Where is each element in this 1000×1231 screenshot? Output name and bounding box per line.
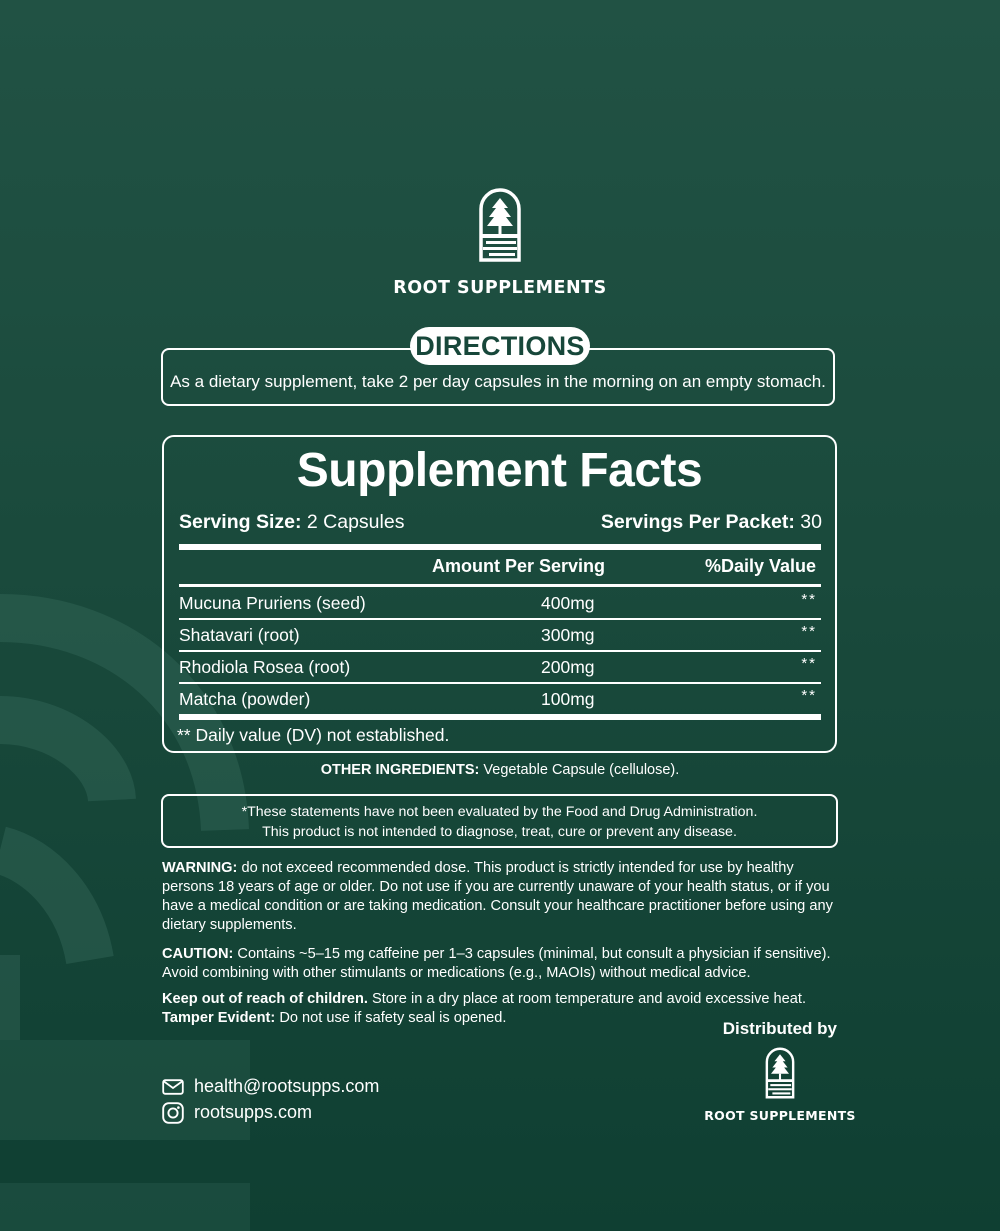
table-row (179, 652, 821, 682)
distributed-by-label: Distributed by (722, 1019, 837, 1038)
servings-per-packet (601, 511, 822, 534)
ingredient-amount: 400mg (541, 593, 595, 613)
thick-divider (179, 544, 821, 550)
mail-icon (162, 1079, 184, 1095)
ingredient-name: Rhodiola Rosea (root) (179, 657, 351, 677)
brand-name-small: ROOT SUPPLEMENTS (704, 1108, 856, 1123)
ingredient-name: Mucuna Pruriens (seed) (179, 593, 366, 613)
tree-sunrise-badge-icon (477, 186, 523, 264)
warning-paragraph (162, 859, 842, 935)
serving-size-value: 2 Capsules (301, 511, 405, 533)
supplement-facts-title: Supplement Facts (296, 444, 703, 497)
ingredient-amount: 300mg (541, 625, 595, 645)
table-row (179, 620, 821, 650)
ingredient-amount: 200mg (541, 657, 595, 677)
contact-website-text[interactable]: rootsupps.com (194, 1102, 313, 1122)
fda-disclaimer (161, 794, 838, 848)
brand-logo-bottom (690, 1046, 870, 1123)
storage-label: Keep out of reach of children. (162, 991, 368, 1007)
directions-heading: DIRECTIONS (410, 327, 590, 365)
table-row (179, 588, 821, 618)
storage-text: Store in a dry place at room temperature and avoid excessive heat. (367, 991, 807, 1007)
other-ingredients (0, 762, 1000, 778)
column-header-amount: Amount Per Serving (432, 556, 606, 576)
fda-disclaimer-line-2: This product is not intended to diagnose, treat, cure or prevent any disease. (262, 824, 737, 840)
tamper-evident-label: Tamper Evident: (162, 1010, 276, 1026)
tamper-evident-text: Do not use if safety seal is opened. (275, 1010, 507, 1026)
serving-size-label: Serving Size: (179, 511, 302, 533)
ingredient-name: Matcha (powder) (179, 689, 311, 709)
contact-email[interactable] (162, 1076, 379, 1097)
warning-label: WARNING: (162, 860, 238, 876)
ingredient-daily-value: ** (801, 623, 817, 640)
caution-text: Contains ~5–15 mg caffeine per 1–3 capsules (minimal, but consult a physician if sensitive). Avoid combining with other stimulants or medications (e.g., MAOIs) without medical advice. (162, 946, 831, 981)
caution-label: CAUTION: (162, 946, 234, 962)
tree-sunrise-badge-icon (764, 1046, 796, 1100)
contact-website[interactable] (162, 1102, 312, 1124)
other-ingredients-text: Vegetable Capsule (cellulose). (479, 762, 680, 778)
ingredient-daily-value: ** (801, 591, 817, 608)
directions-text: As a dietary supplement, take 2 per day capsules in the morning on an empty stomach. (170, 372, 826, 391)
serving-size (179, 511, 404, 534)
warning-text: do not exceed recommended dose. This product is strictly intended for use by healthy persons 18 years of age or older. Do not use if you are currently unaware of your health status, or if you have a medical condition or are taking medication. Consult your healthcare practitioner before using any dietary supplements. (162, 860, 833, 933)
table-row (179, 684, 821, 714)
brand-logo-top (0, 186, 1000, 298)
column-header-daily-value: %Daily Value (704, 556, 816, 576)
daily-value-footnote: ** Daily value (DV) not established. (177, 725, 450, 745)
fda-disclaimer-line-1: *These statements have not been evaluated by the Food and Drug Administration. (241, 804, 758, 820)
contact-email-text[interactable]: health@rootsupps.com (194, 1076, 380, 1096)
divider (179, 584, 821, 587)
ingredient-name: Shatavari (root) (179, 625, 300, 645)
servings-per-packet-label: Servings Per Packet: (600, 511, 795, 533)
ingredient-amount: 100mg (541, 689, 595, 709)
ingredient-daily-value: ** (801, 687, 817, 704)
thick-divider (179, 714, 821, 720)
caution-paragraph (162, 945, 842, 983)
instagram-icon (162, 1102, 184, 1124)
servings-per-packet-value: 30 (794, 511, 822, 533)
ingredient-daily-value: ** (801, 655, 817, 672)
other-ingredients-label: OTHER INGREDIENTS: (320, 762, 480, 778)
brand-name: ROOT SUPPLEMENTS (393, 278, 607, 298)
